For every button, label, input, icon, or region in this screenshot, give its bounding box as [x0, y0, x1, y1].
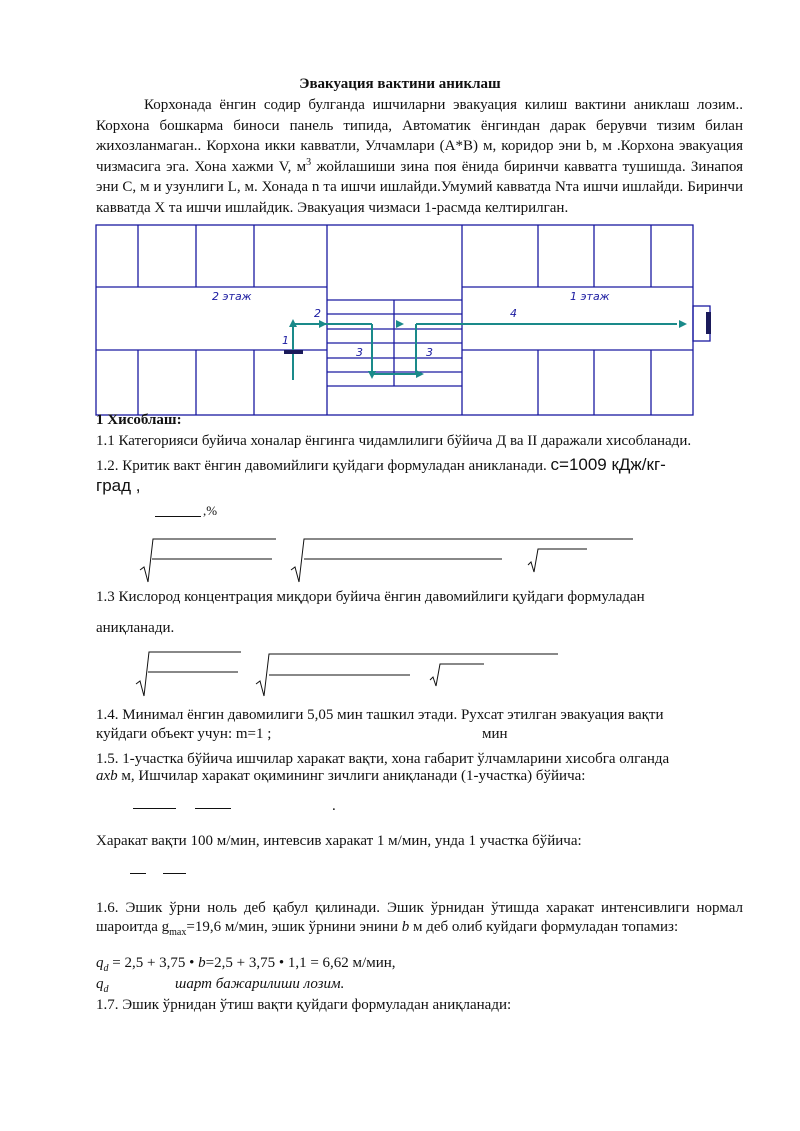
para-1-5b-text: м, Ишчилар харакат оқимининг зичлиги аниқланади (1-участка) бўйича:	[117, 768, 586, 784]
para-1-6-text-c: м деб олиб куйдаги формуладан топамиз:	[409, 919, 679, 935]
route-label-1: 1	[282, 334, 289, 347]
intro-paragraph	[96, 95, 743, 219]
para-1-2-text: 1.2. Критик вакт ёнгин давомийлиги қуйдаги формуладан аникланади.	[96, 458, 547, 474]
calc-heading: 1 Хисоблаш:	[96, 412, 182, 428]
qd-sub: d	[103, 963, 109, 974]
route-label-2: 2	[314, 307, 321, 320]
blank-fraction-1	[155, 504, 201, 517]
intro-sup: 3	[306, 156, 312, 168]
formula-qd-condition	[96, 976, 109, 993]
para-1-4a: 1.4. Минимал ёнгин давомилиги 5,05 мин ташкил этади. Рухсат этилган эвакуация вақти	[96, 707, 664, 723]
para-1-5b	[96, 768, 585, 785]
para-1-1: 1.1 Категорияси буйича хоналар ёнгинга чидамлилиги бўйича Д ва II даражали хисобланади.	[96, 433, 692, 449]
para-1-6-text-b: =19,6 м/мин, эшик ўрнини энини	[186, 919, 402, 935]
qd2-symbol: q	[96, 976, 104, 992]
qd2-sub: d	[103, 984, 109, 995]
floor2-label: 2 этаж	[212, 290, 252, 303]
para-1-5b-axb: axb	[96, 768, 118, 784]
blank-fraction-3	[195, 796, 231, 809]
evacuation-plan	[94, 224, 724, 418]
intro-text: Корхонада ёнгин содир булганда ишчиларни эвакуация килиш вактини аниклаш лозим.. Корхона бошкарма биноси панель типида, Автоматик ёнгиндан дарак берувчи тизим билан жихозланмаган.. Корхона икки кавватли, Улчамлари (А*В) м, коридор эни b, м .Корхона эвакуация чизмасига эга. Хона хажми V, м	[96, 97, 743, 175]
qd-symbol: q	[96, 955, 104, 971]
route-label-3b: 3	[426, 346, 433, 359]
para-1-2-const: с=1009 кДж/кг-	[550, 455, 666, 474]
intro-tail: жойлашиши зина поя ёнида биринчи кавватга тушишда. Зинапоя эни С, м и узунлиги L, м. Хонада n та ишчи ишлайди.Умумий кавватда Nта ишчи ишлайди. Биринчи кавватда Х та ишчи ишлайдик. Эвакуация чизмаси 1-расмда келтирилган.	[96, 158, 743, 216]
para-1-5a: 1.5. 1-участка бўйича ишчилар харакат вақти, хона габарит ўлчамларини хисобга олганда	[96, 751, 670, 767]
route-label-3a: 3	[356, 346, 363, 359]
para-1-3a: 1.3 Кислород концентрация миқдори буйича ёнгин давомийлиги қуйдаги формуладан	[96, 589, 645, 605]
para-1-3b: аниқланади.	[96, 620, 175, 636]
para-1-4-unit: мин	[482, 726, 508, 742]
formula-1-3-radicals	[134, 648, 594, 700]
para-1-7: 1.7. Эшик ўрнидан ўтиш вақти қуйдаги формуладан аниқланади:	[96, 997, 512, 1013]
unit-percent: ,%	[203, 503, 218, 518]
qd-rest: =2,5 + 3,75 • 1,1 = 6,62 м/мин,	[205, 955, 396, 971]
blank-fraction-2	[133, 796, 176, 809]
para-1-4b: куйдаги объект учун: m=1 ;	[96, 726, 272, 742]
para-1-2-const2: град ,	[96, 476, 141, 495]
qd-condition-text: шарт бажарилиши лозим.	[175, 976, 345, 992]
para-1-6-text: 1.6. Эшик ўрни ноль деб қабул қилинади. Эшик ўрнидан ўтишда харакат интенсивлиги нормал шароитда g	[96, 900, 743, 935]
formula-1-2-radicals	[138, 535, 638, 585]
para-1-6-b: b	[401, 919, 410, 935]
blank-fraction-4	[130, 863, 146, 874]
exit-door	[706, 312, 711, 334]
route-label-4: 4	[510, 307, 517, 320]
floor1-label: 1 этаж	[570, 290, 610, 303]
page-title: Эвакуация вактини аниклаш	[299, 76, 501, 92]
qd-b: b	[198, 955, 206, 971]
para-1-6-sub: max	[169, 927, 187, 938]
formula-qd	[96, 955, 396, 972]
blank-fraction-5	[163, 863, 186, 874]
para-1-6	[96, 899, 743, 937]
para-1-5-dot: .	[332, 798, 336, 814]
para-1-2	[96, 453, 743, 478]
para-1-5c: Харакат вақти 100 м/мин, интевсив харакат 1 м/мин, унда 1 участка бўйича:	[96, 833, 582, 849]
qd-eq: = 2,5 + 3,75 •	[108, 955, 199, 971]
